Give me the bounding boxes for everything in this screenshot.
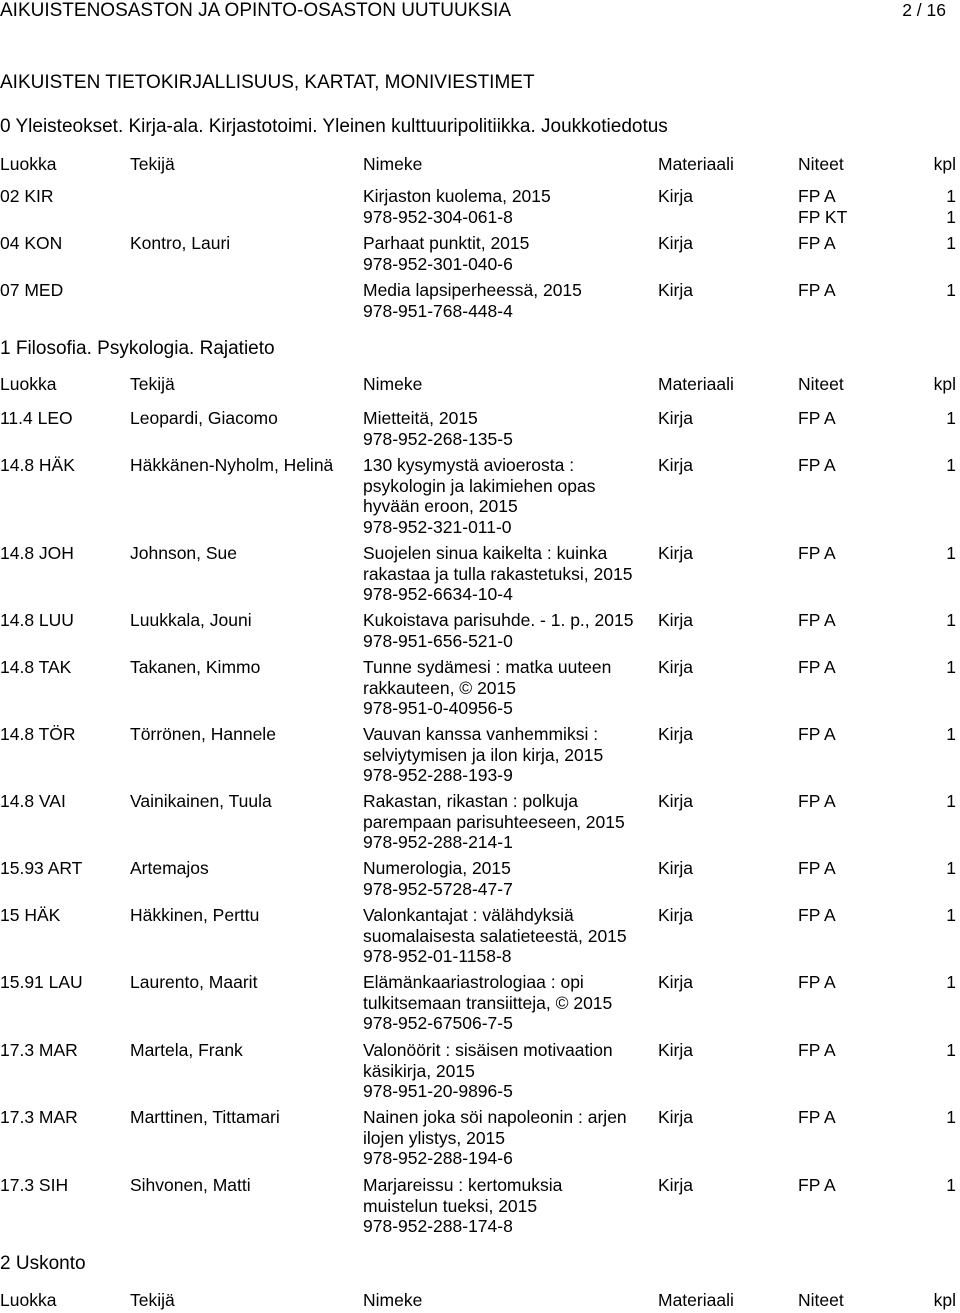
row-nimeke: Kukoistava parisuhde. - 1. p., 2015 [363,610,634,630]
section-title: 1 Filosofia. Psykologia. Rajatieto [0,338,275,359]
row-materiaali: Kirja [658,186,694,206]
row-kpl: 1 [946,408,956,428]
row-luokka: 14.8 HÄK [0,455,75,475]
row-nimeke: parempaan parisuhteeseen, 2015 [363,811,625,832]
row-nimeke: Elämänkaariastrologiaa : opi [363,972,584,992]
row-kpl: 1 [946,206,956,227]
row-kpl: 1 [946,1175,956,1195]
row-nimeke: Mietteitä, 2015 [363,408,478,428]
row-materiaali: Kirja [658,972,694,992]
column-header-materiaali: Materiaali [658,154,734,174]
row-kpl: 1 [946,455,956,475]
section-title: 2 Uskonto [0,1253,86,1274]
row-isbn: 978-952-288-194-6 [363,1148,513,1168]
row-isbn: 978-952-288-193-9 [363,765,513,785]
row-nimeke: Vauvan kanssa vanhemmiksi : [363,724,599,744]
row-kpl: 1 [946,280,956,300]
row-niteet: FP A [798,972,836,992]
row-kpl: 1 [946,186,956,206]
row-tekija: Häkkinen, Perttu [130,905,260,925]
row-kpl: 1 [946,858,956,878]
row-niteet: FP A [798,905,836,925]
row-tekija: Martela, Frank [130,1040,243,1060]
column-header-materiaali: Materiaali [658,374,734,394]
row-nimeke: Suojelen sinua kaikelta : kuinka [363,543,608,563]
row-nimeke: rakastaa ja tulla rakastetuksi, 2015 [363,563,633,584]
row-luokka: 17.3 MAR [0,1107,78,1127]
row-kpl: 1 [946,657,956,677]
row-isbn: 978-952-67506-7-5 [363,1013,513,1033]
page-number: 2 / 16 [902,0,946,20]
row-nimeke: Tunne sydämesi : matka uuteen [363,657,612,677]
row-isbn: 978-951-656-521-0 [363,630,513,651]
row-isbn: 978-952-304-061-8 [363,206,513,227]
row-luokka: 15 HÄK [0,905,61,925]
row-isbn: 978-952-268-135-5 [363,428,513,449]
row-tekija: Sihvonen, Matti [130,1175,251,1195]
row-materiaali: Kirja [658,1107,694,1127]
row-materiaali: Kirja [658,791,694,811]
row-nimeke: psykologin ja lakimiehen opas [363,475,596,496]
column-header-materiaali: Materiaali [658,1290,734,1310]
row-tekija: Artemajos [130,858,209,878]
row-nimeke: Nainen joka söi napoleonin : arjen [363,1107,627,1127]
row-tekija: Leopardi, Giacomo [130,408,278,428]
row-materiaali: Kirja [658,543,694,563]
section-title: 0 Yleisteokset. Kirja-ala. Kirjastotoimi. Yleinen kulttuuripolitiikka. Joukkotiedotus [0,116,668,137]
row-niteet: FP A [798,408,836,428]
row-luokka: 07 MED [0,280,64,300]
row-materiaali: Kirja [658,657,694,677]
row-tekija: Törrönen, Hannele [130,724,276,744]
column-header-niteet: Niteet [798,374,844,394]
column-header-luokka: Luokka [0,374,57,394]
row-kpl: 1 [946,905,956,925]
row-nimeke: Media lapsiperheessä, 2015 [363,280,582,300]
row-materiaali: Kirja [658,408,694,428]
row-nimeke: Valonöörit : sisäisen motivaation [363,1040,613,1060]
row-isbn: 978-951-20-9896-5 [363,1081,513,1101]
column-header-niteet: Niteet [798,154,844,174]
row-luokka: 11.4 LEO [0,408,73,428]
row-isbn: 978-952-301-040-6 [363,253,513,274]
column-header-nimeke: Nimeke [363,154,423,174]
row-tekija: Häkkänen-Nyholm, Helinä [130,455,334,475]
row-materiaali: Kirja [658,858,694,878]
row-kpl: 1 [946,972,956,992]
column-header-niteet: Niteet [798,1290,844,1310]
row-niteet: FP A [798,1040,836,1060]
row-nimeke: suomalaisesta salatieteestä, 2015 [363,925,627,946]
column-header-nimeke: Nimeke [363,374,423,394]
row-isbn: 978-951-768-448-4 [363,300,513,321]
row-isbn: 978-952-288-214-1 [363,832,513,852]
row-isbn: 978-952-5728-47-7 [363,878,513,899]
row-nimeke: tulkitsemaan transiitteja, © 2015 [363,992,613,1013]
row-luokka: 14.8 JOH [0,543,74,563]
column-header-tekija: Tekijä [130,1290,175,1310]
row-tekija: Kontro, Lauri [130,233,231,253]
row-materiaali: Kirja [658,280,694,300]
column-header-kpl: kpl [933,1290,956,1310]
row-kpl: 1 [946,724,956,744]
row-kpl: 1 [946,791,956,811]
row-luokka: 14.8 LUU [0,610,74,630]
row-materiaali: Kirja [658,455,694,475]
column-header-kpl: kpl [933,374,956,394]
row-nimeke: Kirjaston kuolema, 2015 [363,186,551,206]
row-nimeke: hyvään eroon, 2015 [363,496,518,516]
row-niteet: FP KT [798,206,848,227]
row-luokka: 02 KIR [0,186,54,206]
row-tekija: Takanen, Kimmo [130,657,261,677]
page-header-title: AIKUISTENOSASTON JA OPINTO-OSASTON UUTUUKSIA [0,0,511,21]
row-tekija: Luukkala, Jouni [130,610,252,630]
row-niteet: FP A [798,280,836,300]
row-niteet: FP A [798,610,836,630]
row-tekija: Marttinen, Tittamari [130,1107,280,1127]
row-nimeke: muistelun tueksi, 2015 [363,1195,538,1216]
row-niteet: FP A [798,791,836,811]
row-tekija: Vainikainen, Tuula [130,791,272,811]
row-niteet: FP A [798,543,836,563]
row-tekija: Laurento, Maarit [130,972,258,992]
row-niteet: FP A [798,1175,836,1195]
row-niteet: FP A [798,724,836,744]
row-kpl: 1 [946,610,956,630]
column-header-tekija: Tekijä [130,154,175,174]
row-luokka: 14.8 TÖR [0,724,76,744]
row-isbn: 978-952-321-011-0 [363,516,512,537]
row-materiaali: Kirja [658,233,694,253]
column-header-kpl: kpl [933,154,956,174]
row-nimeke: selviytymisen ja ilon kirja, 2015 [363,744,604,765]
column-header-nimeke: Nimeke [363,1290,423,1310]
row-kpl: 1 [946,1040,956,1060]
row-isbn: 978-952-288-174-8 [363,1216,513,1236]
row-isbn: 978-952-01-1158-8 [363,946,512,966]
row-nimeke: Marjareissu : kertomuksia [363,1175,563,1195]
row-nimeke: Valonkantajat : välähdyksiä [363,905,574,925]
column-header-tekija: Tekijä [130,374,175,394]
row-materiaali: Kirja [658,905,694,925]
row-materiaali: Kirja [658,1175,694,1195]
row-nimeke: Rakastan, rikastan : polkuja [363,791,578,811]
row-luokka: 04 KON [0,233,63,253]
row-nimeke: ilojen ylistys, 2015 [363,1127,506,1148]
row-isbn: 978-951-0-40956-5 [363,698,513,718]
row-luokka: 14.8 TAK [0,657,72,677]
row-luokka: 17.3 MAR [0,1040,78,1060]
column-header-luokka: Luokka [0,154,57,174]
row-luokka: 17.3 SIH [0,1175,69,1195]
row-luokka: 15.93 ART [0,858,83,878]
row-nimeke: 130 kysymystä avioerosta : [363,455,575,475]
row-kpl: 1 [946,543,956,563]
row-isbn: 978-952-6634-10-4 [363,584,513,604]
row-niteet: FP A [798,455,836,475]
row-materiaali: Kirja [658,724,694,744]
row-niteet: FP A [798,657,836,677]
row-kpl: 1 [946,233,956,253]
row-kpl: 1 [946,1107,956,1127]
row-niteet: FP A [798,1107,836,1127]
row-nimeke: käsikirja, 2015 [363,1060,475,1081]
row-niteet: FP A [798,858,836,878]
row-nimeke: Numerologia, 2015 [363,858,511,878]
row-materiaali: Kirja [658,610,694,630]
row-nimeke: rakkauteen, © 2015 [363,677,516,698]
row-luokka: 14.8 VAI [0,791,66,811]
row-luokka: 15.91 LAU [0,972,83,992]
row-tekija: Johnson, Sue [130,543,238,563]
row-niteet: FP A [798,186,836,206]
category-title: AIKUISTEN TIETOKIRJALLISUUS, KARTAT, MONIVIESTIMET [0,72,535,93]
row-materiaali: Kirja [658,1040,694,1060]
column-header-luokka: Luokka [0,1290,57,1310]
row-niteet: FP A [798,233,836,253]
row-nimeke: Parhaat punktit, 2015 [363,233,530,253]
